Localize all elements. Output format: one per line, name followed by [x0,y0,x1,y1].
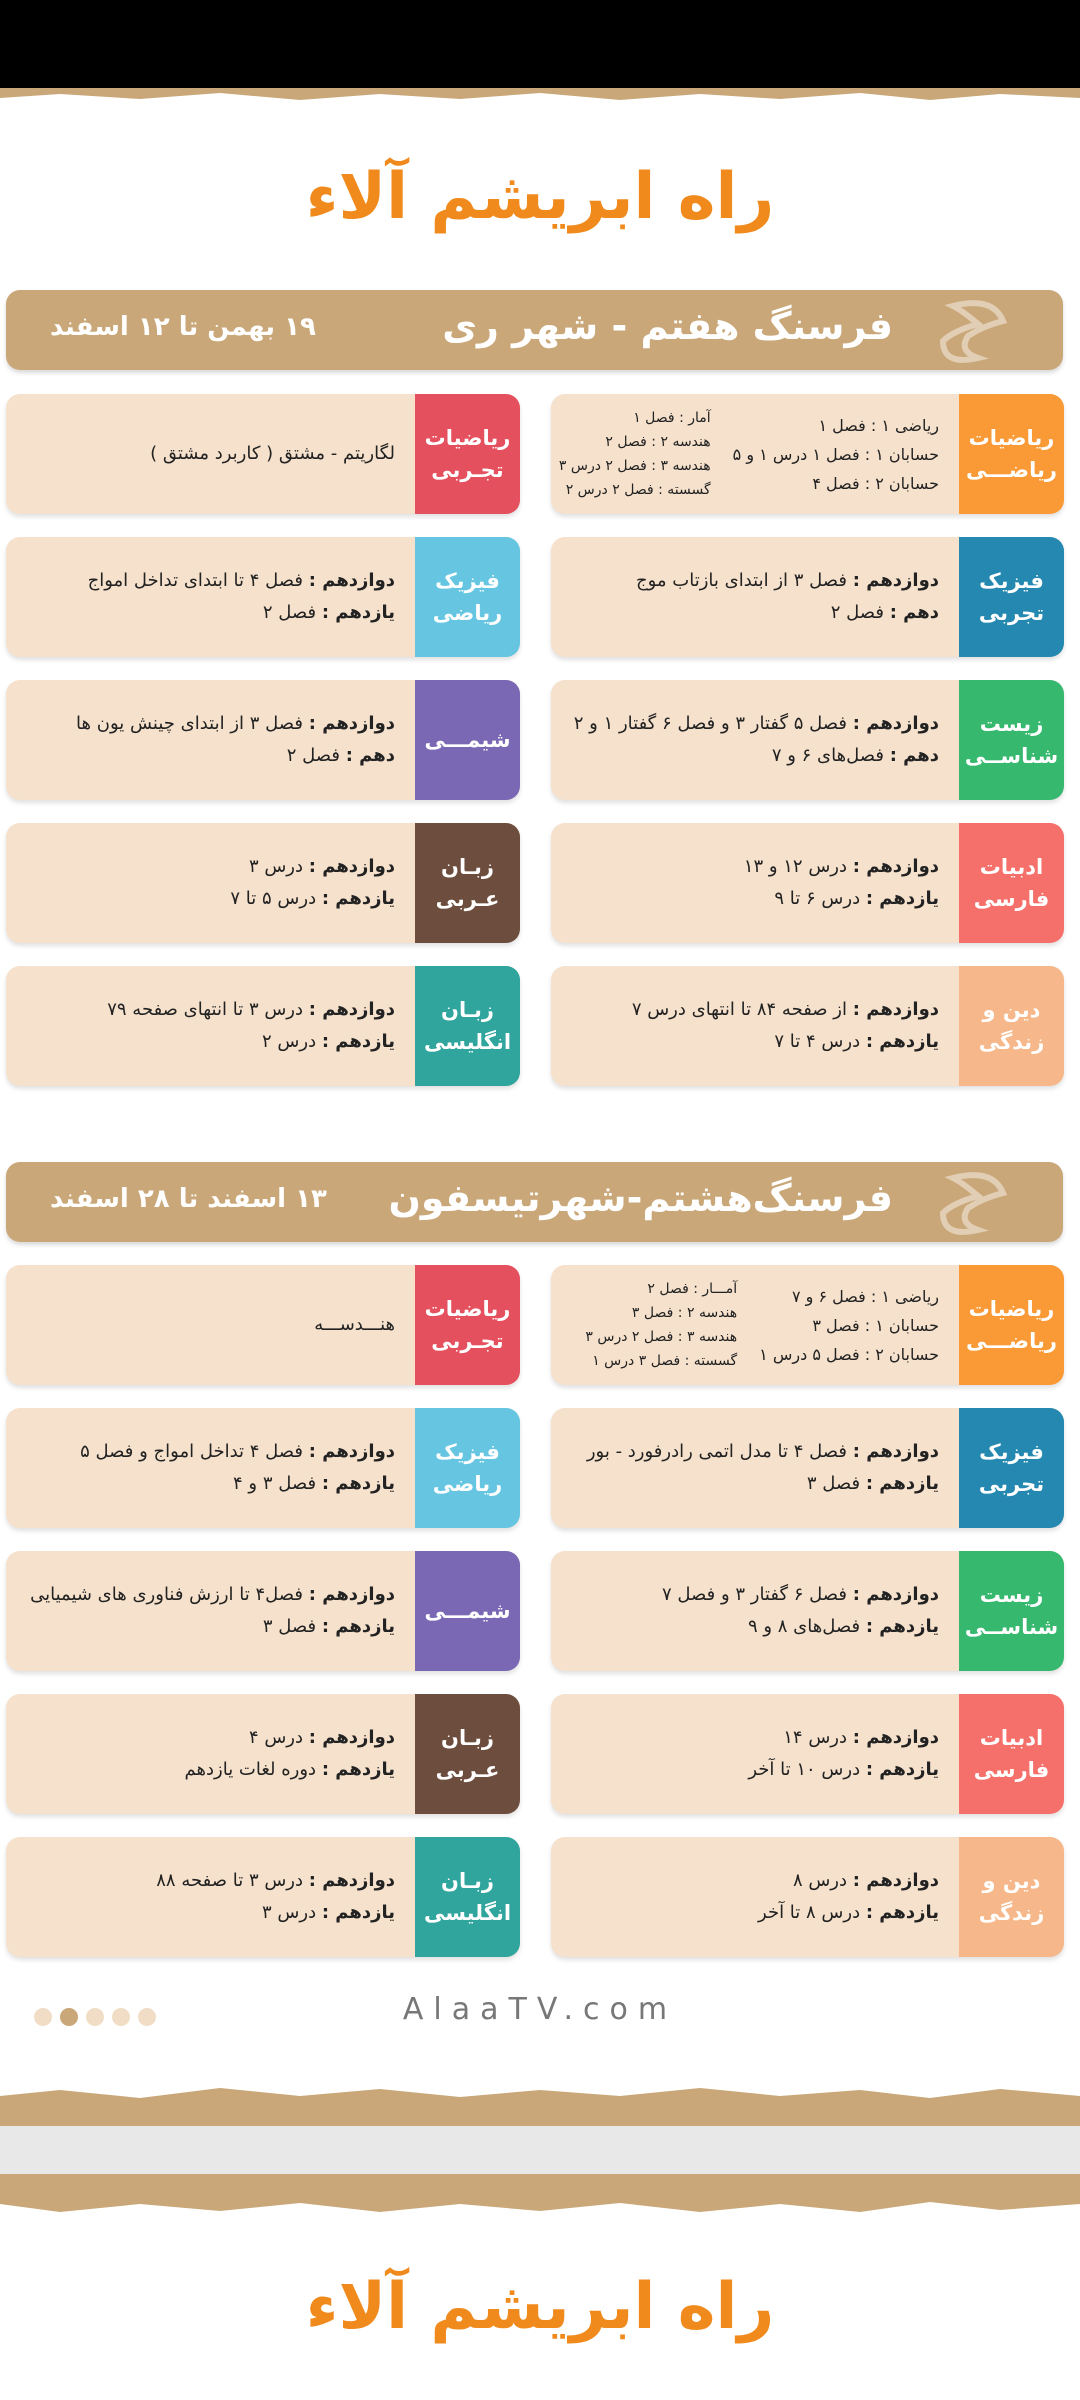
section-header [6,290,1063,370]
syllabus-text: دوازدهم : درس ۴ یازدهم : دوره لغات یازدهم [184,1727,395,1780]
syllabus-text: دوازدهم : درس ۳ تا انتهای صفحه ۷۹ یازدهم : درس ۲ [107,999,395,1052]
subject-card-riyazi-tajrobi [6,394,520,514]
subject-card-adabiat [551,823,1064,943]
subject-card-riyazi-tajrobi [6,1265,520,1385]
section-date: ۱۹ بهمن تا ۱۲ اسفند [50,312,316,342]
subject-card-adabiat [551,1694,1064,1814]
subject-card-fizik-tajrobi [551,537,1064,657]
subject-card-dini [551,966,1064,1086]
syllabus-text: دوازدهم : فصل ۶ گفتار ۳ و فصل ۷ یازدهم : فصل‌های ۸ و ۹ [661,1584,939,1637]
torn-paper-edge [0,88,1080,106]
syllabus-text: هنـــدســـه [314,1314,395,1335]
torn-paper-band [0,2174,1080,2218]
subject-card-arabi [6,1694,520,1814]
syllabus-col: آمـــار : فصل ۲ هندسه ۲ : فصل ۳ هندسه ۳ : فصل ۲ درس ۳ گسسته : فصل ۳ درس ۱ [585,1281,738,1369]
syllabus-text: دوازدهم : درس ۱۲ و ۱۳ یازدهم : درس ۶ تا ۹ [743,856,939,909]
subject-card-fizik-riyazi [6,537,520,657]
section-date: ۱۳ اسفند تا ۲۸ اسفند [50,1184,327,1214]
subject-card-shimi [6,1551,520,1671]
subject-tag: فیزیک ریاضی [415,537,520,657]
subject-tag: فیزیک ریاضی [415,1408,520,1528]
subject-card-riyazi-riyazi [551,1265,1064,1385]
syllabus-text: دوازدهم : فصل ۵ گفتار ۳ و فصل ۶ گفتار ۱ و ۲ دهم : فصل‌های ۶ و ۷ [573,713,939,766]
status-bar [0,0,1080,92]
syllabus-col: ریاضی ۱ : فصل ۶ و ۷ حسابان ۱ : فصل ۳ حسابان ۲ : فصل ۵ درس ۱ [759,1286,939,1364]
subject-card-zist [551,1551,1064,1671]
subject-tag: فیزیک تجربی [959,1408,1064,1528]
syllabus-text: دوازدهم : فصل ۴ تا ابتدای تداخل امواج یازدهم : فصل ۲ [87,570,395,623]
syllabus-col: آمار : فصل ۱ هندسه ۲ : فصل ۲ هندسه ۳ : فصل ۲ درس ۳ گسسته : فصل ۲ درس ۲ [558,410,711,498]
subject-tag: زبـان عـربی [415,1694,520,1814]
subject-card-englisi [6,1837,520,1957]
subject-tag: دین و زندگی [959,966,1064,1086]
subject-tag: زیست شناســی [959,680,1064,800]
syllabus-text: دوازدهم : فصل ۳ از ابتدای بازتاب موج دهم : فصل ۲ [636,570,939,623]
alaa-logo: راه ابریشم آلاء [305,2270,775,2344]
syllabus-text: دوازدهم : فصل ۴ تا مدل اتمی رادرفورد - بور یازدهم : فصل ۳ [586,1441,939,1494]
subject-card-dini [551,1837,1064,1957]
subject-card-fizik-riyazi [6,1408,520,1528]
footer-url: AlaaTV.com [402,1992,678,2027]
subject-tag: شیمـــی [415,680,520,800]
section-header [6,1162,1063,1242]
subject-tag: ریاضیات ریاضـــی [959,1265,1064,1385]
page-gap [0,2126,1080,2174]
silk-road-icon [923,296,1023,366]
subject-tag: ادبیات فارسی [959,1694,1064,1814]
syllabus-text: دوازدهم : فصل ۳ از ابتدای چینش یون ها دهم : فصل ۲ [76,713,395,766]
subject-tag: زبـان عـربی [415,823,520,943]
section-title: فرسنگ هفتم - شهر ری [442,304,893,348]
syllabus-text: دوازدهم : درس ۸ یازدهم : درس ۸ تا آخر [758,1870,939,1923]
subject-card-shimi [6,680,520,800]
subject-card-englisi [6,966,520,1086]
subject-tag: شیمـــی [415,1551,520,1671]
syllabus-text: دوازدهم : فصل ۴ تداخل امواج و فصل ۵ یازدهم : فصل ۳ و ۴ [80,1441,395,1494]
subject-tag: ادبیات فارسی [959,823,1064,943]
silk-road-icon [923,1168,1023,1238]
alaa-logo: راه ابریشم آلاء [305,160,775,234]
subject-tag: ریاضیات تجـربی [415,1265,520,1385]
subject-tag: زبـان انگلیسی [415,1837,520,1957]
syllabus-text: دوازدهم : از صفحه ۸۴ تا انتهای درس ۷ یازدهم : درس ۴ تا ۷ [631,999,939,1052]
syllabus-col: ریاضی ۱ : فصل ۱ حسابان ۱ : فصل ۱ درس ۱ و ۵ حسابان ۲ : فصل ۴ [732,415,939,493]
subject-tag: ریاضیات تجـربی [415,394,520,514]
syllabus-text: دوازدهم : درس ۳ یازدهم : درس ۵ تا ۷ [230,856,395,909]
torn-paper-band [0,2084,1080,2126]
subject-card-zist [551,680,1064,800]
subject-card-arabi [6,823,520,943]
subject-tag: فیزیک تجربی [959,537,1064,657]
subject-tag: زیست شناســی [959,1551,1064,1671]
section-title: فرسنگ‌هشتم-شهرتیسفون [388,1176,893,1220]
syllabus-text: دوازدهم : فصل۴ تا ارزش فناوری های شیمیایی یازدهم : فصل ۳ [30,1584,395,1637]
subject-tag: ریاضیات ریاضـــی [959,394,1064,514]
subject-card-fizik-tajrobi [551,1408,1064,1528]
subject-tag: زبـان انگلیسی [415,966,520,1086]
subject-tag: دین و زندگی [959,1837,1064,1957]
syllabus-text: لگاریتم - مشتق ( کاربرد مشتق ) [150,443,395,464]
syllabus-text: دوازدهم : درس ۱۴ یازدهم : درس ۱۰ تا آخر [748,1727,939,1780]
syllabus-text: دوازدهم : درس ۳ تا صفحه ۸۸ یازدهم : درس ۳ [156,1870,395,1923]
subject-card-riyazi-riyazi [551,394,1064,514]
